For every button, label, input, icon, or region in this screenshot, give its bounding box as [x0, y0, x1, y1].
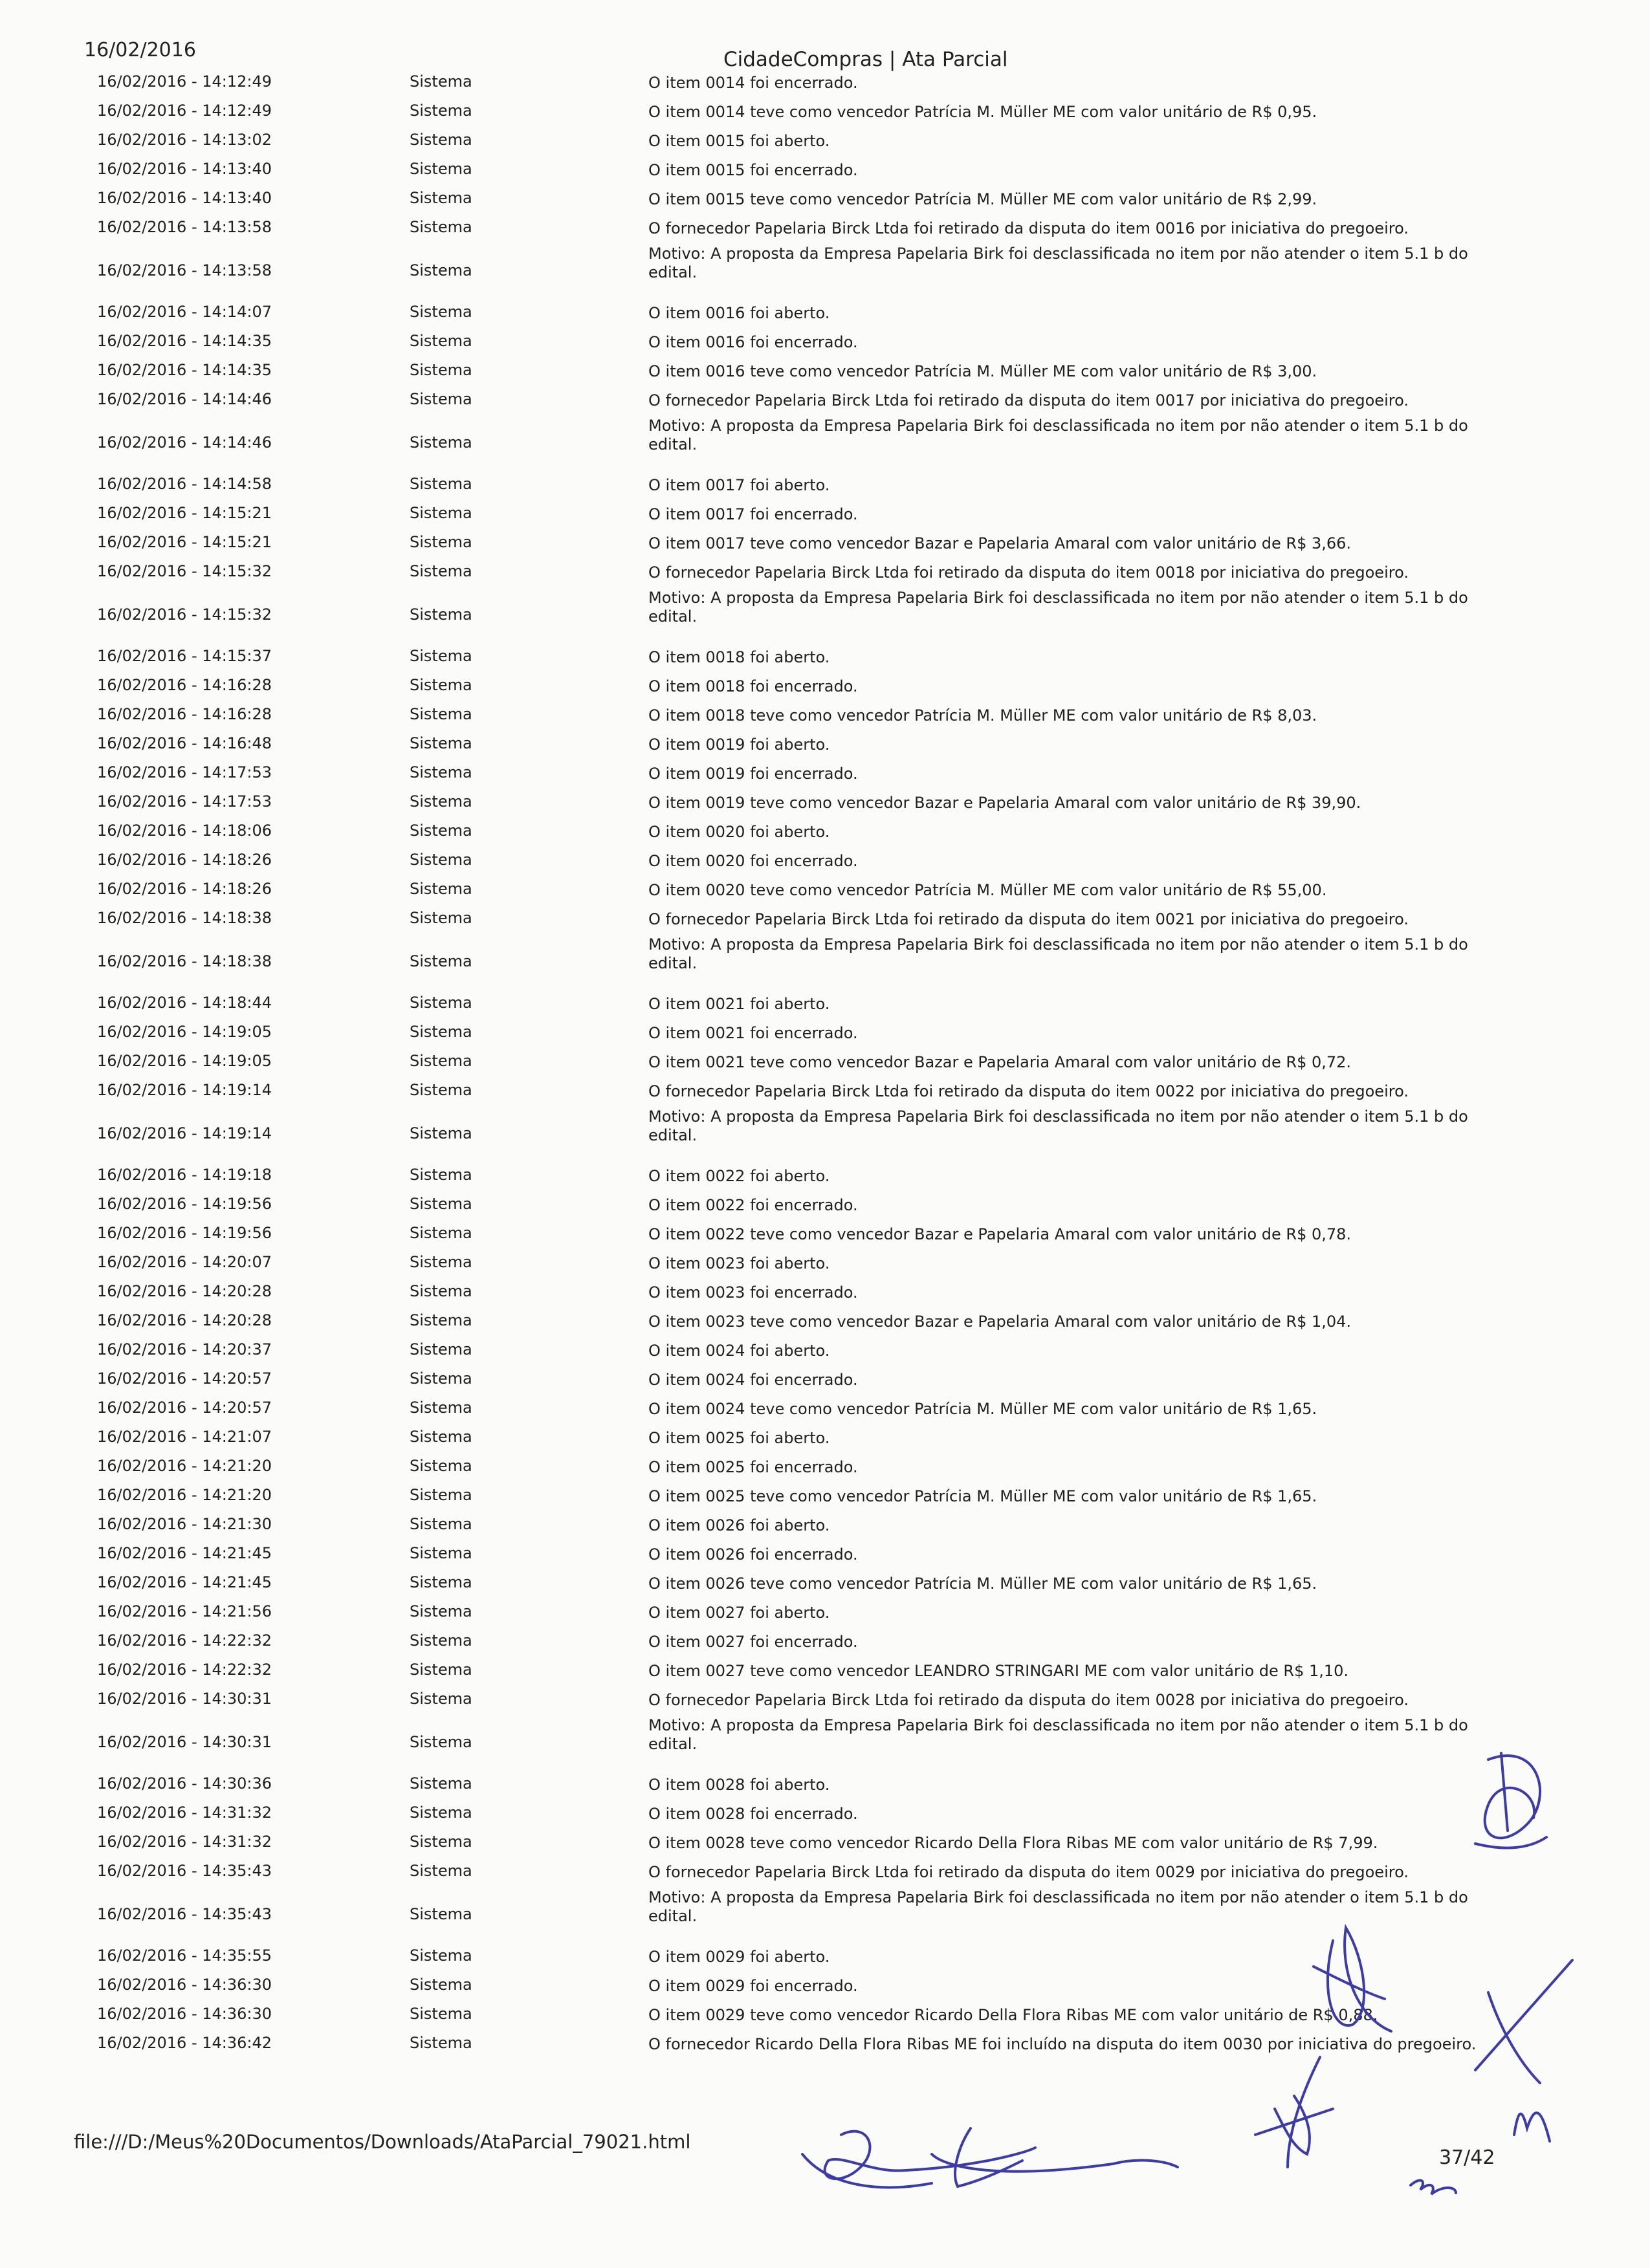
log-source: Sistema — [410, 433, 472, 452]
log-message: O item 0014 teve como vencedor Patrícia M. Müller ME com valor unitário de R$ 0,95. — [648, 103, 1317, 121]
log-timestamp: 16/02/2016 - 14:21:56 — [97, 1602, 272, 1620]
log-source: Sistema — [410, 1862, 472, 1880]
log-timestamp: 16/02/2016 - 14:15:21 — [97, 504, 272, 522]
log-timestamp: 16/02/2016 - 14:13:58 — [97, 218, 272, 236]
log-source: Sistema — [410, 1976, 472, 1994]
log-source: Sistema — [410, 1253, 472, 1271]
log-message: O item 0021 foi encerrado. — [648, 1024, 858, 1042]
log-source: Sistema — [410, 1602, 472, 1620]
log-source: Sistema — [410, 1428, 472, 1446]
log-row — [0, 327, 1650, 356]
log-message: O item 0023 foi aberto. — [648, 1254, 830, 1272]
log-timestamp: 16/02/2016 - 14:22:32 — [97, 1631, 272, 1650]
session-log-table — [0, 67, 1650, 2058]
log-source: Sistema — [410, 1282, 472, 1300]
log-row — [0, 904, 1650, 933]
log-row — [0, 988, 1650, 1018]
log-row — [0, 875, 1650, 904]
log-message: O item 0015 foi encerrado. — [648, 161, 858, 179]
log-source: Sistema — [410, 1804, 472, 1822]
log-row — [0, 816, 1650, 845]
log-source: Sistema — [410, 734, 472, 752]
log-source: Sistema — [410, 332, 472, 350]
log-source: Sistema — [410, 1544, 472, 1562]
log-message: O item 0019 foi aberto. — [648, 736, 830, 754]
log-timestamp: 16/02/2016 - 14:31:32 — [97, 1833, 272, 1851]
log-message: O item 0018 foi encerrado. — [648, 677, 858, 695]
log-source: Sistema — [410, 361, 472, 379]
log-row — [0, 1857, 1650, 1886]
log-source: Sistema — [410, 880, 472, 898]
log-row — [0, 1190, 1650, 1219]
log-row — [0, 242, 1650, 298]
log-row — [0, 184, 1650, 213]
log-source: Sistema — [410, 676, 472, 694]
log-message: O item 0018 foi aberto. — [648, 648, 830, 666]
log-message: O fornecedor Papelaria Birck Ltda foi retirado da disputa do item 0017 por iniciativa do pregoeiro. — [648, 391, 1409, 409]
log-row — [0, 2000, 1650, 2029]
log-timestamp: 16/02/2016 - 14:17:53 — [97, 792, 272, 811]
log-message: O item 0028 teve como vencedor Ricardo Della Flora Ribas ME com valor unitário de R$ 7,99. — [648, 1834, 1378, 1852]
log-message: O fornecedor Papelaria Birck Ltda foi retirado da disputa do item 0016 por iniciativa do pregoeiro. — [648, 219, 1409, 237]
log-source: Sistema — [410, 1399, 472, 1417]
log-message: O item 0022 foi aberto. — [648, 1167, 830, 1185]
log-row — [0, 1423, 1650, 1452]
log-timestamp: 16/02/2016 - 14:20:07 — [97, 1253, 272, 1271]
log-row — [0, 213, 1650, 242]
log-source: Sistema — [410, 1486, 472, 1504]
log-source: Sistema — [410, 102, 472, 120]
log-row — [0, 385, 1650, 414]
log-timestamp: 16/02/2016 - 14:18:06 — [97, 822, 272, 840]
log-row — [0, 1105, 1650, 1161]
log-timestamp: 16/02/2016 - 14:36:42 — [97, 2034, 272, 2052]
log-message: O fornecedor Papelaria Birck Ltda foi retirado da disputa do item 0018 por iniciativa do pregoeiro. — [648, 563, 1409, 582]
log-row — [0, 700, 1650, 729]
log-message: O item 0017 foi aberto. — [648, 476, 830, 494]
log-source: Sistema — [410, 562, 472, 580]
log-source: Sistema — [410, 131, 472, 149]
log-row — [0, 1306, 1650, 1335]
log-timestamp: 16/02/2016 - 14:20:57 — [97, 1399, 272, 1417]
log-timestamp: 16/02/2016 - 14:13:40 — [97, 160, 272, 178]
log-timestamp: 16/02/2016 - 14:20:28 — [97, 1282, 272, 1300]
log-source: Sistema — [410, 475, 472, 493]
log-row — [0, 1219, 1650, 1248]
log-row — [0, 1597, 1650, 1626]
log-message: O item 0028 foi aberto. — [648, 1776, 830, 1794]
log-source: Sistema — [410, 1124, 472, 1142]
log-message: O fornecedor Papelaria Birck Ltda foi retirado da disputa do item 0028 por iniciativa do pregoeiro. — [648, 1691, 1409, 1709]
log-source: Sistema — [410, 822, 472, 840]
log-timestamp: 16/02/2016 - 14:18:38 — [97, 952, 272, 970]
log-row — [0, 1769, 1650, 1798]
log-message: O item 0016 foi aberto. — [648, 304, 830, 322]
log-row — [0, 470, 1650, 499]
log-source: Sistema — [410, 1774, 472, 1793]
log-row — [0, 1481, 1650, 1510]
log-timestamp: 16/02/2016 - 14:19:56 — [97, 1195, 272, 1213]
log-source: Sistema — [410, 1195, 472, 1213]
log-source: Sistema — [410, 647, 472, 665]
log-timestamp: 16/02/2016 - 14:19:56 — [97, 1224, 272, 1242]
log-row — [0, 155, 1650, 184]
log-row — [0, 1018, 1650, 1047]
log-timestamp: 16/02/2016 - 14:30:31 — [97, 1690, 272, 1708]
log-timestamp: 16/02/2016 - 14:21:20 — [97, 1486, 272, 1504]
log-timestamp: 16/02/2016 - 14:15:21 — [97, 533, 272, 551]
log-source: Sistema — [410, 1631, 472, 1650]
log-message: O item 0025 teve como vencedor Patrícia M. Müller ME com valor unitário de R$ 1,65. — [648, 1487, 1317, 1505]
log-row — [0, 1655, 1650, 1685]
log-timestamp: 16/02/2016 - 14:14:35 — [97, 332, 272, 350]
log-timestamp: 16/02/2016 - 14:14:46 — [97, 390, 272, 408]
log-row — [0, 1798, 1650, 1827]
log-row — [0, 758, 1650, 787]
log-message: O item 0027 foi encerrado. — [648, 1633, 858, 1651]
log-row — [0, 1277, 1650, 1306]
log-timestamp: 16/02/2016 - 14:21:07 — [97, 1428, 272, 1446]
log-row — [0, 528, 1650, 557]
log-source: Sistema — [410, 1311, 472, 1329]
log-timestamp: 16/02/2016 - 14:36:30 — [97, 2005, 272, 2023]
log-message: O item 0015 foi aberto. — [648, 132, 830, 150]
log-source: Sistema — [410, 2005, 472, 2023]
log-timestamp: 16/02/2016 - 14:21:45 — [97, 1544, 272, 1562]
log-timestamp: 16/02/2016 - 14:20:37 — [97, 1340, 272, 1358]
log-source: Sistema — [410, 189, 472, 207]
log-row — [0, 1161, 1650, 1190]
log-timestamp: 16/02/2016 - 14:15:37 — [97, 647, 272, 665]
log-timestamp: 16/02/2016 - 14:13:02 — [97, 131, 272, 149]
signature-mark — [1514, 2113, 1550, 2141]
log-row — [0, 1539, 1650, 1568]
log-timestamp: 16/02/2016 - 14:35:55 — [97, 1946, 272, 1965]
log-message: O item 0020 teve como vencedor Patrícia M. Müller ME com valor unitário de R$ 55,00. — [648, 881, 1327, 899]
print-date: 16/02/2016 — [84, 39, 196, 61]
log-source: Sistema — [410, 1661, 472, 1679]
log-source: Sistema — [410, 1369, 472, 1388]
log-message: O fornecedor Papelaria Birck Ltda foi retirado da disputa do item 0021 por iniciativa do pregoeiro. — [648, 910, 1409, 928]
log-row — [0, 787, 1650, 816]
log-message: O item 0025 foi aberto. — [648, 1429, 830, 1447]
log-row — [0, 1452, 1650, 1481]
log-row — [0, 1685, 1650, 1714]
log-row — [0, 1364, 1650, 1393]
log-row — [0, 1886, 1650, 1941]
page-number: 37/42 — [1439, 2146, 1495, 2169]
log-source: Sistema — [410, 851, 472, 869]
log-message: O item 0022 foi encerrado. — [648, 1196, 858, 1214]
log-row — [0, 1827, 1650, 1857]
log-row — [0, 1248, 1650, 1277]
signature-mark — [1275, 2096, 1310, 2154]
log-timestamp: 16/02/2016 - 14:14:46 — [97, 433, 272, 452]
log-timestamp: 16/02/2016 - 14:16:48 — [97, 734, 272, 752]
log-timestamp: 16/02/2016 - 14:15:32 — [97, 605, 272, 624]
log-message: O item 0017 foi encerrado. — [648, 505, 858, 523]
log-source: Sistema — [410, 1833, 472, 1851]
log-message: O item 0026 teve como vencedor Patrícia M. Müller ME com valor unitário de R$ 1,65. — [648, 1575, 1317, 1593]
log-row — [0, 499, 1650, 528]
log-timestamp: 16/02/2016 - 14:19:18 — [97, 1166, 272, 1184]
log-timestamp: 16/02/2016 - 14:20:57 — [97, 1369, 272, 1388]
log-row — [0, 356, 1650, 385]
log-timestamp: 16/02/2016 - 14:15:32 — [97, 562, 272, 580]
signature-mark — [1288, 2057, 1320, 2167]
log-timestamp: 16/02/2016 - 14:14:07 — [97, 303, 272, 321]
log-timestamp: 16/02/2016 - 14:13:58 — [97, 261, 272, 279]
log-message: Motivo: A proposta da Empresa Papelaria Birk foi desclassificada no item por não atender o item 5.1 b do edital. — [648, 417, 1468, 453]
log-row — [0, 1970, 1650, 2000]
log-source: Sistema — [410, 605, 472, 624]
log-source: Sistema — [410, 1905, 472, 1923]
log-source: Sistema — [410, 994, 472, 1012]
signature-mark — [825, 2132, 1035, 2179]
log-timestamp: 16/02/2016 - 14:19:05 — [97, 1023, 272, 1041]
log-timestamp: 16/02/2016 - 14:12:49 — [97, 72, 272, 91]
log-timestamp: 16/02/2016 - 14:14:35 — [97, 361, 272, 379]
log-timestamp: 16/02/2016 - 14:17:53 — [97, 763, 272, 781]
log-timestamp: 16/02/2016 - 14:18:44 — [97, 994, 272, 1012]
log-timestamp: 16/02/2016 - 14:19:14 — [97, 1124, 272, 1142]
log-message: O fornecedor Ricardo Della Flora Ribas ME foi incluído na disputa do item 0030 por iniciativa do pregoeiro. — [648, 2035, 1477, 2053]
log-timestamp: 16/02/2016 - 14:16:28 — [97, 705, 272, 723]
log-source: Sistema — [410, 763, 472, 781]
log-timestamp: 16/02/2016 - 14:30:31 — [97, 1733, 272, 1751]
log-source: Sistema — [410, 1946, 472, 1965]
log-message: O item 0029 foi aberto. — [648, 1948, 830, 1966]
signature-mark — [932, 2154, 1178, 2172]
log-message: O item 0024 foi encerrado. — [648, 1371, 858, 1389]
log-message: O item 0017 teve como vencedor Bazar e Papelaria Amaral com valor unitário de R$ 3,66. — [648, 534, 1352, 552]
log-timestamp: 16/02/2016 - 14:16:28 — [97, 676, 272, 694]
log-source: Sistema — [410, 909, 472, 927]
log-timestamp: 16/02/2016 - 14:22:32 — [97, 1661, 272, 1679]
log-row — [0, 414, 1650, 470]
log-message: O item 0027 teve como vencedor LEANDRO STRINGARI ME com valor unitário de R$ 1,10. — [648, 1662, 1349, 1680]
file-path: file:///D:/Meus%20Documentos/Downloads/AtaParcial_79021.html — [74, 2131, 691, 2153]
log-timestamp: 16/02/2016 - 14:14:58 — [97, 475, 272, 493]
log-source: Sistema — [410, 1457, 472, 1475]
log-source: Sistema — [410, 1690, 472, 1708]
log-row — [0, 642, 1650, 671]
log-timestamp: 16/02/2016 - 14:35:43 — [97, 1905, 272, 1923]
log-source: Sistema — [410, 390, 472, 408]
log-message: O item 0016 foi encerrado. — [648, 333, 858, 351]
log-source: Sistema — [410, 303, 472, 321]
log-message: O item 0016 teve como vencedor Patrícia M. Müller ME com valor unitário de R$ 3,00. — [648, 362, 1317, 380]
log-row — [0, 1510, 1650, 1539]
log-source: Sistema — [410, 1023, 472, 1041]
log-source: Sistema — [410, 1515, 472, 1533]
log-message: O item 0019 teve como vencedor Bazar e Papelaria Amaral com valor unitário de R$ 39,90. — [648, 794, 1361, 812]
log-row — [0, 933, 1650, 988]
log-message: O item 0022 teve como vencedor Bazar e Papelaria Amaral com valor unitário de R$ 0,78. — [648, 1225, 1352, 1243]
page-title: CidadeCompras | Ata Parcial — [723, 48, 1008, 71]
log-message: O fornecedor Papelaria Birck Ltda foi retirado da disputa do item 0022 por iniciativa do pregoeiro. — [648, 1082, 1409, 1100]
log-message: O fornecedor Papelaria Birck Ltda foi retirado da disputa do item 0029 por iniciativa do pregoeiro. — [648, 1863, 1409, 1881]
log-message: O item 0020 foi aberto. — [648, 823, 830, 841]
log-timestamp: 16/02/2016 - 14:30:36 — [97, 1774, 272, 1793]
log-message: O item 0024 teve como vencedor Patrícia M. Müller ME com valor unitário de R$ 1,65. — [648, 1400, 1317, 1418]
log-timestamp: 16/02/2016 - 14:19:05 — [97, 1052, 272, 1070]
log-row — [0, 1626, 1650, 1655]
signature-mark — [1255, 2109, 1333, 2135]
log-row — [0, 298, 1650, 327]
log-source: Sistema — [410, 261, 472, 279]
log-timestamp: 16/02/2016 - 14:35:43 — [97, 1862, 272, 1880]
signature-mark — [955, 2128, 1022, 2186]
log-message: O item 0014 foi encerrado. — [648, 74, 858, 92]
log-row — [0, 671, 1650, 700]
log-row — [0, 1393, 1650, 1423]
log-source: Sistema — [410, 1573, 472, 1591]
log-source: Sistema — [410, 1166, 472, 1184]
log-row — [0, 1076, 1650, 1105]
log-message: O item 0029 teve como vencedor Ricardo Della Flora Ribas ME com valor unitário de R$ 0,88. — [648, 2006, 1378, 2024]
log-timestamp: 16/02/2016 - 14:18:38 — [97, 909, 272, 927]
log-row — [0, 586, 1650, 642]
log-row — [0, 125, 1650, 155]
log-message: O item 0027 foi aberto. — [648, 1604, 830, 1622]
log-row — [0, 67, 1650, 96]
log-source: Sistema — [410, 792, 472, 811]
log-row — [0, 2029, 1650, 2058]
log-row — [0, 1568, 1650, 1597]
log-row — [0, 1714, 1650, 1769]
log-message: O item 0023 foi encerrado. — [648, 1283, 858, 1302]
log-row — [0, 1941, 1650, 1970]
log-source: Sistema — [410, 72, 472, 91]
log-source: Sistema — [410, 504, 472, 522]
log-message: O item 0026 foi aberto. — [648, 1516, 830, 1534]
log-source: Sistema — [410, 160, 472, 178]
log-message: O item 0025 foi encerrado. — [648, 1458, 858, 1476]
log-message: Motivo: A proposta da Empresa Papelaria Birk foi desclassificada no item por não atender o item 5.1 b do edital. — [648, 935, 1468, 972]
log-timestamp: 16/02/2016 - 14:31:32 — [97, 1804, 272, 1822]
log-timestamp: 16/02/2016 - 14:19:14 — [97, 1081, 272, 1099]
log-message: O item 0029 foi encerrado. — [648, 1977, 858, 1995]
log-message: O item 0020 foi encerrado. — [648, 852, 858, 870]
log-timestamp: 16/02/2016 - 14:21:30 — [97, 1515, 272, 1533]
log-row — [0, 557, 1650, 586]
log-source: Sistema — [410, 1224, 472, 1242]
log-source: Sistema — [410, 1052, 472, 1070]
log-timestamp: 16/02/2016 - 14:12:49 — [97, 102, 272, 120]
log-message: O item 0026 foi encerrado. — [648, 1545, 858, 1564]
signature-mark — [802, 2154, 932, 2187]
log-row — [0, 729, 1650, 758]
log-row — [0, 1335, 1650, 1364]
log-source: Sistema — [410, 1081, 472, 1099]
log-row — [0, 96, 1650, 125]
log-message: O item 0028 foi encerrado. — [648, 1805, 858, 1823]
log-message: Motivo: A proposta da Empresa Papelaria Birk foi desclassificada no item por não atender o item 5.1 b do edital. — [648, 589, 1468, 626]
log-timestamp: 16/02/2016 - 14:13:40 — [97, 189, 272, 207]
log-timestamp: 16/02/2016 - 14:36:30 — [97, 1976, 272, 1994]
log-message: Motivo: A proposta da Empresa Papelaria Birk foi desclassificada no item por não atender o item 5.1 b do edital. — [648, 1888, 1468, 1925]
log-source: Sistema — [410, 1340, 472, 1358]
log-source: Sistema — [410, 533, 472, 551]
log-message: O item 0023 teve como vencedor Bazar e Papelaria Amaral com valor unitário de R$ 1,04. — [648, 1313, 1352, 1331]
log-row — [0, 1047, 1650, 1076]
log-message: O item 0021 foi aberto. — [648, 995, 830, 1013]
log-timestamp: 16/02/2016 - 14:18:26 — [97, 851, 272, 869]
log-timestamp: 16/02/2016 - 14:21:45 — [97, 1573, 272, 1591]
log-message: O item 0019 foi encerrado. — [648, 765, 858, 783]
log-source: Sistema — [410, 218, 472, 236]
signature-mark — [1411, 2181, 1456, 2194]
log-message: O item 0018 teve como vencedor Patrícia M. Müller ME com valor unitário de R$ 8,03. — [648, 706, 1317, 725]
log-message: Motivo: A proposta da Empresa Papelaria Birk foi desclassificada no item por não atender o item 5.1 b do edital. — [648, 1107, 1468, 1144]
log-source: Sistema — [410, 1733, 472, 1751]
log-message: Motivo: A proposta da Empresa Papelaria Birk foi desclassificada no item por não atender o item 5.1 b do edital. — [648, 245, 1468, 281]
log-message: O item 0024 foi aberto. — [648, 1342, 830, 1360]
log-source: Sistema — [410, 705, 472, 723]
log-message: O item 0015 teve como vencedor Patrícia M. Müller ME com valor unitário de R$ 2,99. — [648, 190, 1317, 208]
log-timestamp: 16/02/2016 - 14:21:20 — [97, 1457, 272, 1475]
log-message: O item 0021 teve como vencedor Bazar e Papelaria Amaral com valor unitário de R$ 0,72. — [648, 1053, 1352, 1071]
log-timestamp: 16/02/2016 - 14:18:26 — [97, 880, 272, 898]
log-timestamp: 16/02/2016 - 14:20:28 — [97, 1311, 272, 1329]
log-source: Sistema — [410, 2034, 472, 2052]
log-source: Sistema — [410, 952, 472, 970]
log-row — [0, 845, 1650, 875]
log-message: Motivo: A proposta da Empresa Papelaria Birk foi desclassificada no item por não atender o item 5.1 b do edital. — [648, 1716, 1468, 1753]
